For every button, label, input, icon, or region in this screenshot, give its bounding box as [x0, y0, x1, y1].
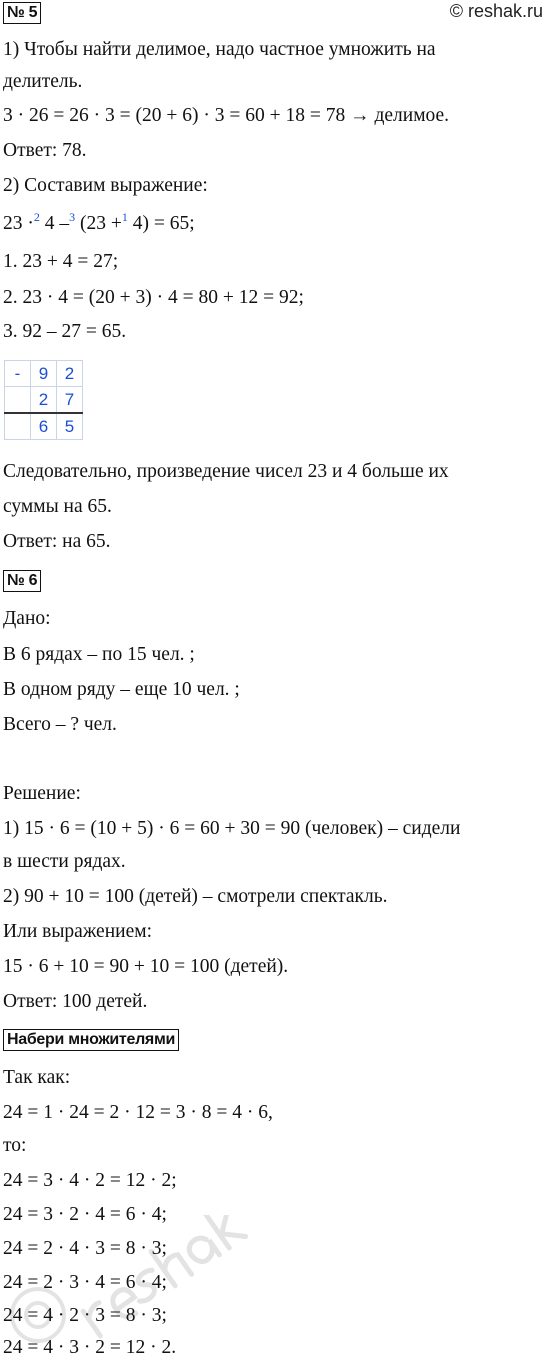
task5-conclusion-1: Следовательно, произведение чисел 23 и 4 больше их: [3, 461, 449, 482]
task6-solution-2: в шести рядах.: [3, 851, 126, 872]
task7-line-3: то:: [3, 1135, 27, 1156]
task5-line-3: 3 · 26 = 26 · 3 = (20 + 6) · 3 = 60 + 18 = 78 → делимое.: [3, 105, 450, 126]
expr-part-c: (23 +: [75, 213, 122, 234]
task6-solution-3: 2) 90 + 10 = 100 (детей) – смотрели спектакль.: [3, 886, 388, 907]
task5-line-5: 2) Составим выражение:: [3, 175, 208, 196]
empty-cell: [5, 413, 31, 440]
copyright-text: © reshak.ru: [449, 1, 543, 21]
digit-cell: 2: [57, 361, 83, 387]
task7-row-2: 24 = 3 · 2 · 4 = 6 · 4;: [3, 1204, 167, 1225]
expr-part-d: 4) = 65;: [127, 213, 195, 234]
task5-line-1: 1) Чтобы найти делимое, надо частное умножить на: [3, 39, 436, 60]
task6-answer: Ответ: 100 детей.: [3, 991, 148, 1012]
task7-line-2: 24 = 1 · 24 = 2 · 12 = 3 · 8 = 4 · 6,: [3, 1102, 273, 1123]
order-mark-3: 3: [69, 210, 76, 224]
expr-part-a: 23 ·: [3, 213, 34, 234]
task5-line-4: Ответ: 78.: [3, 140, 87, 161]
empty-cell: [5, 387, 31, 414]
task-title-badge: Набери множителями: [3, 1029, 179, 1051]
digit-cell: 9: [31, 361, 57, 387]
task5-expression: [3, 212, 195, 237]
task5-line-2: делитель.: [3, 71, 83, 92]
task6-solution-4: Или выражением:: [3, 921, 152, 942]
expr-part-b: 4 –: [39, 213, 70, 234]
task6-given-2: В одном ряду – еще 10 чел. ;: [3, 679, 240, 700]
task6-given-3: Всего – ? чел.: [3, 714, 117, 735]
task7-row-4: 24 = 2 · 3 · 4 = 6 · 4;: [3, 1272, 167, 1293]
task5-conclusion-2: суммы на 65.: [3, 496, 112, 517]
task6-solution-heading: Решение:: [3, 783, 81, 804]
task5-step-1: 1. 23 + 4 = 27;: [3, 251, 119, 272]
digit-cell: 2: [31, 387, 57, 414]
task-number-badge-5: № 5: [3, 2, 41, 24]
digit-cell: 6: [31, 413, 57, 440]
task7-row-5: 24 = 4 · 2 · 3 = 8 · 3;: [3, 1305, 167, 1326]
task6-solution-5: 15 · 6 + 10 = 90 + 10 = 100 (детей).: [3, 956, 289, 977]
task7-line-1: Так как:: [3, 1067, 71, 1088]
task7-row-3: 24 = 2 · 4 · 3 = 8 · 3;: [3, 1238, 167, 1259]
order-mark-2: 2: [33, 210, 40, 224]
task7-row-6: 24 = 4 · 3 · 2 = 12 · 2.: [3, 1337, 177, 1358]
task5-step-3: 3. 92 – 27 = 65.: [3, 321, 127, 342]
task6-solution-1: 1) 15 · 6 = (10 + 5) · 6 = 60 + 30 = 90 (человек) – сидели: [3, 818, 461, 839]
task-number-badge-6: № 6: [3, 570, 41, 592]
digit-cell: 7: [57, 387, 83, 414]
task5-answer: Ответ: на 65.: [3, 531, 111, 552]
column-subtraction: [4, 360, 83, 440]
task7-row-1: 24 = 3 · 4 · 2 = 12 · 2;: [3, 1170, 177, 1191]
digit-cell: 5: [57, 413, 83, 440]
task6-given: Дано:: [3, 608, 51, 629]
task5-step-2: 2. 23 · 4 = (20 + 3) · 4 = 80 + 12 = 92;: [3, 287, 304, 308]
task6-given-1: В 6 рядах – по 15 чел. ;: [3, 644, 195, 665]
minus-sign: -: [5, 361, 31, 387]
order-mark-1: 1: [121, 210, 128, 224]
